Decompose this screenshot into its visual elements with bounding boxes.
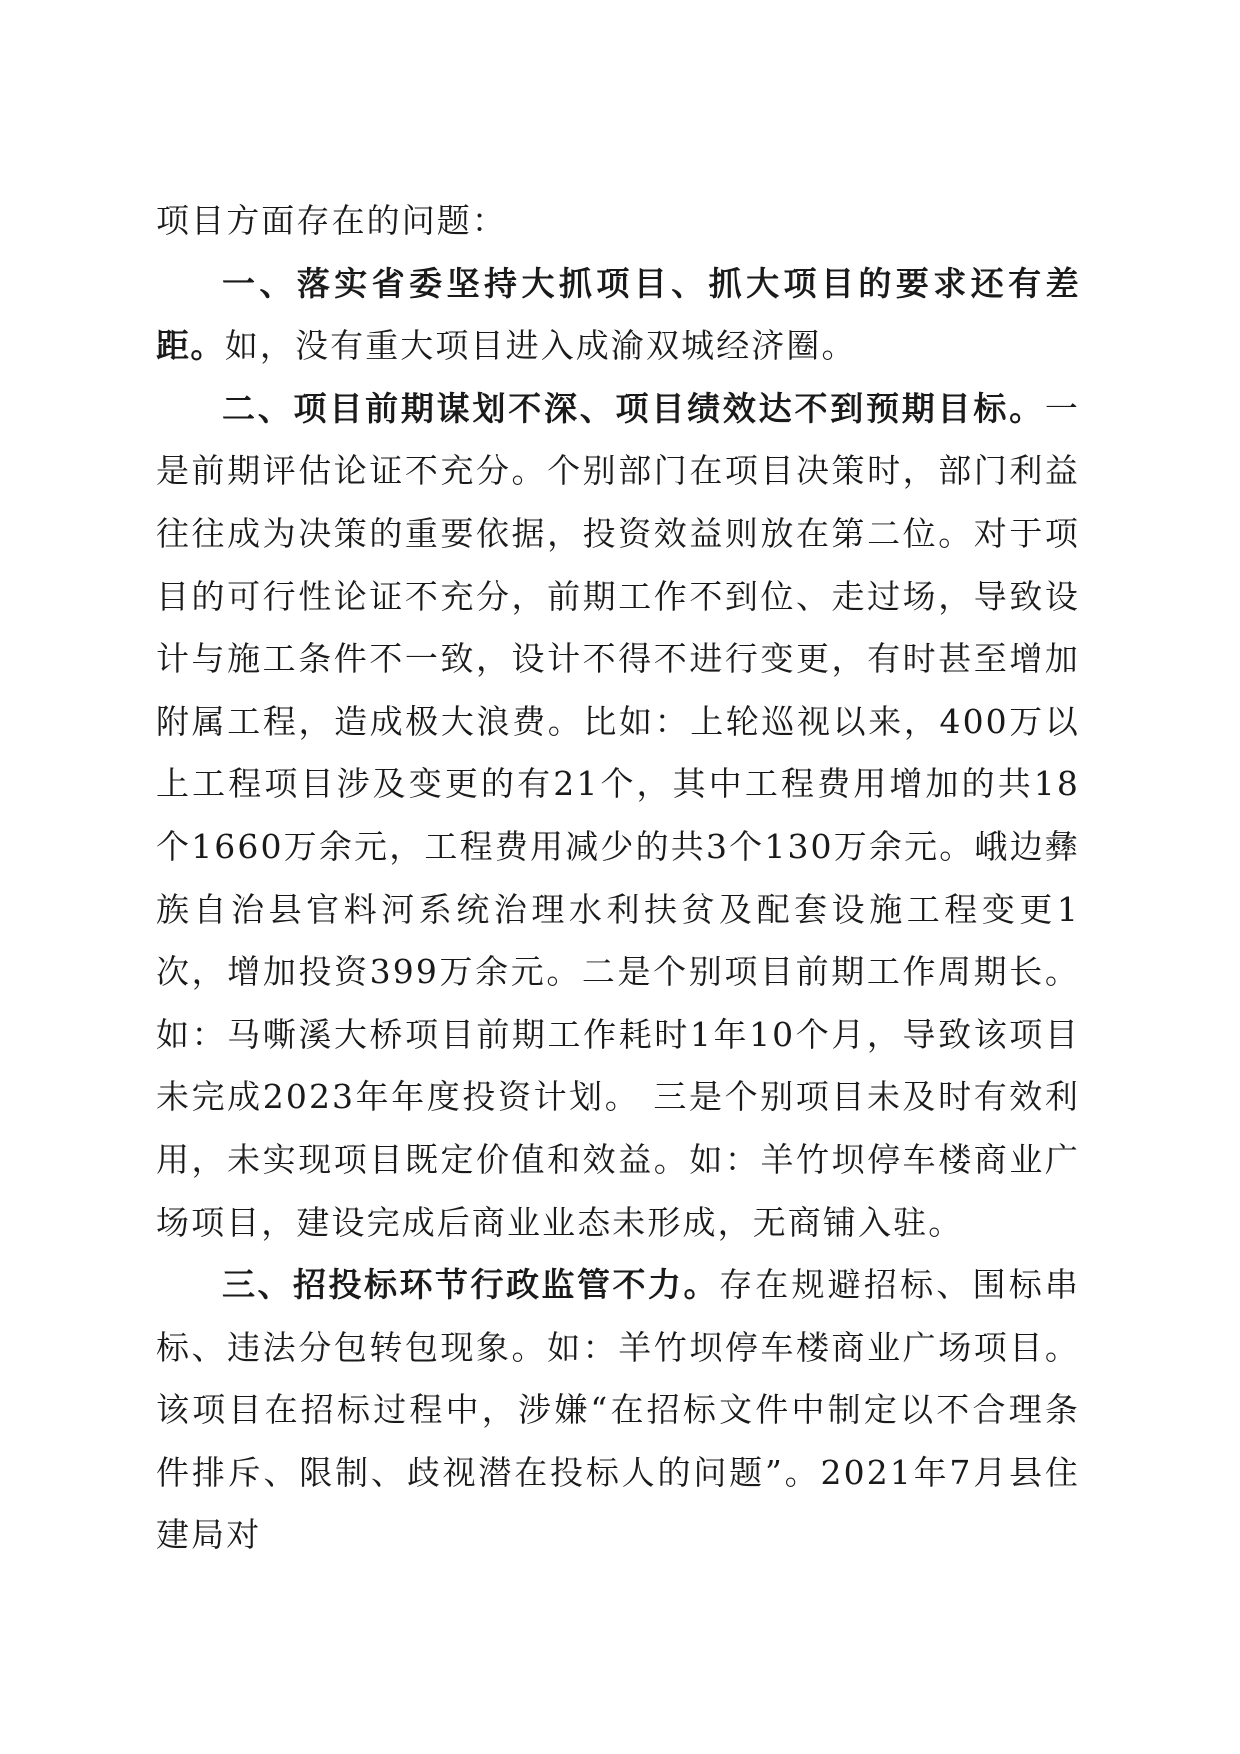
section-1-paragraph [156,253,1080,378]
section-3-body: 存在规避招标、围标串标、违法分包转包现象。如：羊竹坝停车楼商业广场项目。该项目在招标过程中，涉嫌“在招标文件中制定以不合理条件排斥、限制、歧视潜在投标人的问题”。2021年7月县住建局对 [156,1265,1080,1555]
intro-paragraph [156,190,1080,253]
section-1-heading: 一、落实省委坚持大抓项目、抓大项目的要求还有差距。 [156,263,1080,366]
document-body [156,190,1080,1567]
section-3-heading: 三、招投标环节行政监管不力。 [222,1265,720,1305]
intro-text: 项目方面存在的问题： [156,201,507,240]
section-2-paragraph [156,378,1080,1254]
section-2-heading: 二、项目前期谋划不深、项目绩效达不到预期目标。 [222,388,1045,428]
section-2-body: 一是前期评估论证不充分。个别部门在项目决策时，部门利益往往成为决策的重要依据，投资效益则放在第二位。对于项目的可行性论证不充分，前期工作不到位、走过场，导致设计与施工条件不一致，设计不得不进行变更，有时甚至增加附属工程，造成极大浪费。比如：上轮巡视以来，400万以上工程项目涉及变更的有21个，其中工程费用增加的共18个1660万余元，工程费用减少的共3个130万余元。峨边彝族自治县官料河系统治理水利扶贫及配套设施工程变更1次，增加投资399万余元。二是个别项目前期工作周期长。如：马嘶溪大桥项目前期工作耗时1年10个月，导致该项目未完成2023年年度投资计划。 三是个别项目未及时有效利用，未实现项目既定价值和效益。如：羊竹坝停车楼商业广场项目，建设完成后商业业态未形成，无商铺入驻。 [156,388,1080,1242]
section-3-paragraph [156,1254,1080,1567]
section-1-body: 如，没有重大项目进入成渝双城经济圈。 [224,326,857,366]
